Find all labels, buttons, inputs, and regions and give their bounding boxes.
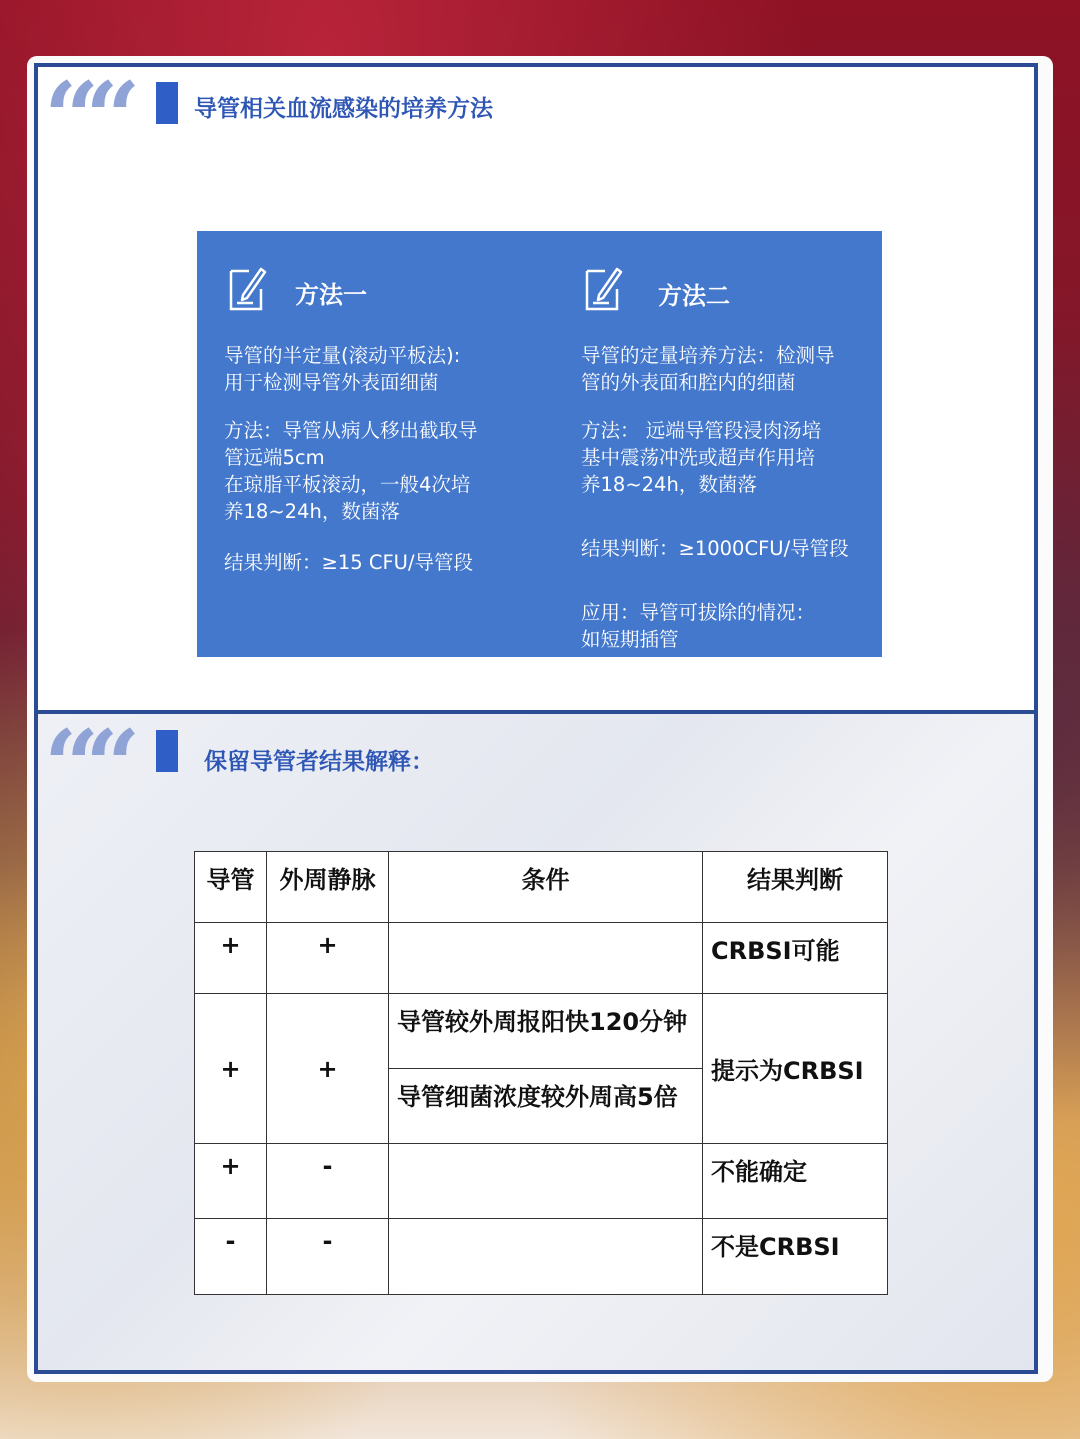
method-two-application: 应用：导管可拔除的情况： 如短期插管 xyxy=(581,601,816,651)
header-peripheral-vein: 外周静脉 xyxy=(267,852,389,923)
method-two-procedure: 方法： 远端导管段浸肉汤培 基中震荡冲洗或超声作用培 养18~24h，数菌落 xyxy=(581,419,822,496)
result-cell: CRBSI可能 xyxy=(703,923,888,994)
peripheral-cell: - xyxy=(267,1219,389,1295)
method-two-description: 导管的定量培养方法：检测导 管的外表面和腔内的细菌 xyxy=(581,344,835,394)
table-row xyxy=(195,994,888,1144)
catheter-cell: - xyxy=(195,1219,267,1295)
result-cell: 不能确定 xyxy=(703,1144,888,1219)
catheter-cell: + xyxy=(195,1144,267,1219)
method-two-result: 结果判断：≥1000CFU/导管段 xyxy=(581,537,849,560)
method-two-title: 方法二 xyxy=(658,282,730,310)
methods-box xyxy=(197,231,882,657)
peripheral-cell: + xyxy=(267,994,389,1144)
peripheral-cell: + xyxy=(267,923,389,994)
section-heading: 导管相关血流感染的培养方法 xyxy=(194,96,493,122)
condition-cell xyxy=(389,1219,703,1295)
condition-cell xyxy=(389,923,703,994)
quote-mark-icon: ““ xyxy=(44,61,127,174)
edit-document-icon xyxy=(583,263,623,313)
condition-cell xyxy=(389,1144,703,1219)
table-row xyxy=(195,923,888,994)
table-row xyxy=(195,1144,888,1219)
catheter-cell: + xyxy=(195,923,267,994)
quote-mark-icon: ““ xyxy=(44,709,127,822)
method-one-result: 结果判断：≥15 CFU/导管段 xyxy=(224,551,474,574)
heading-accent-bar xyxy=(156,82,178,124)
section-heading: 保留导管者结果解释： xyxy=(204,749,434,775)
method-one-description: 导管的半定量(滚动平板法): 用于检测导管外表面细菌 xyxy=(224,344,461,394)
header-catheter: 导管 xyxy=(195,852,267,923)
header-result: 结果判断 xyxy=(703,852,888,923)
catheter-cell: + xyxy=(195,994,267,1144)
header-condition: 条件 xyxy=(389,852,703,923)
result-cell: 提示为CRBSI xyxy=(703,994,888,1144)
edit-document-icon xyxy=(227,263,267,313)
table-row xyxy=(195,1219,888,1295)
condition-line: 导管较外周报阳快120分钟 xyxy=(397,1008,688,1036)
condition-cell xyxy=(389,994,703,1144)
peripheral-cell: - xyxy=(267,1144,389,1219)
result-table xyxy=(194,851,888,1295)
method-one-title: 方法一 xyxy=(295,281,367,309)
result-cell: 不是CRBSI xyxy=(703,1219,888,1295)
method-one-procedure: 方法：导管从病人移出截取导 管远端5cm 在琼脂平板滚动，一般4次培 养18~24h，数菌落 xyxy=(224,419,478,523)
heading-accent-bar xyxy=(156,730,178,772)
condition-line: 导管细菌浓度较外周高5倍 xyxy=(389,1068,702,1143)
table-header-row xyxy=(195,852,888,923)
